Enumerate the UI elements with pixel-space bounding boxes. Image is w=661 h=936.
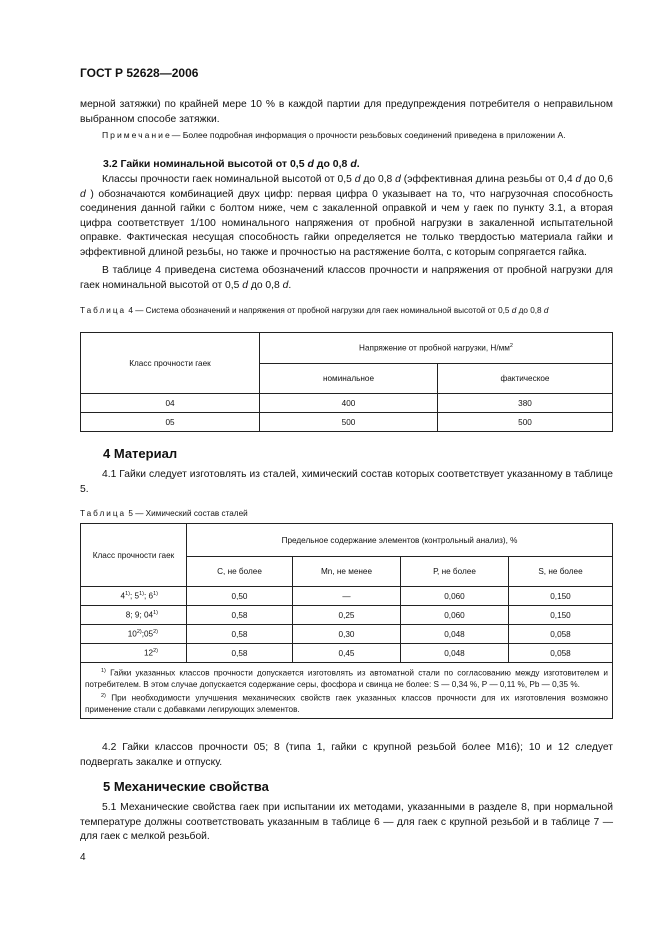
caption-label: Таблица [80, 306, 127, 315]
header-content: Предельное содержание элементов (контрольный анализ), % [187, 524, 613, 557]
cell-s: 0,150 [509, 606, 613, 625]
class-part: ; 5 [130, 591, 140, 601]
cell-s: 0,058 [509, 625, 613, 644]
cell-class [81, 644, 187, 663]
cell-class [81, 625, 187, 644]
table-row [81, 606, 613, 625]
footnote-ref: 1) [153, 591, 158, 598]
heading-part: . [356, 158, 360, 170]
text-run: В таблице 4 приведена система обозначений классов прочности и напряжения от пробной нагрузки для гаек номинальной высотой от 0,5 [80, 265, 613, 291]
header-class [81, 333, 260, 394]
text-run: ) обозначаются комбинацией двух цифр: первая цифра 0 указывает на то, что нагрузочная способность соединения данной гайки с болтом ниже, чем с закаленной оправкой и чем у гаек по пункту 3.1, а вторая цифра соответствует 1/100 номинального напряжения от пробной нагрузки в закаленной испытательной оправке. Фактическая несущая способность гайки определяется не только твердостью материала гайки и эффективной длиной резьбы, но также и прочностью на растяжение болта, с которым сопрягается гайка. [80, 188, 613, 258]
table-4-caption [80, 305, 613, 317]
footnote-ref: 1) [125, 591, 130, 598]
footnote-mark: 2) [101, 692, 106, 699]
cell-p: 0,048 [401, 644, 509, 663]
class-part: 12 [144, 648, 154, 658]
cell-s: 0,150 [509, 587, 613, 606]
header-stress [260, 333, 613, 364]
cell-nominal: 400 [260, 394, 438, 413]
text-run: до 0,8 [247, 279, 283, 291]
section-3-2-paragraph-1 [80, 173, 613, 261]
text-d: d [80, 188, 86, 200]
footnote-ref: 1) [153, 610, 158, 617]
section-4-heading: 4 Материал [103, 446, 178, 461]
table-row [81, 413, 613, 432]
table-row [81, 394, 613, 413]
heading-d: d [350, 158, 357, 170]
table-footnotes [81, 663, 613, 719]
cell-mn: 0,25 [293, 606, 401, 625]
section-5-heading: 5 Механические свойства [103, 779, 269, 794]
section-3-2-paragraph-2 [80, 264, 613, 293]
class-part: ; 6 [144, 591, 154, 601]
cell-nominal: 500 [260, 413, 438, 432]
cell-class: 04 [81, 394, 260, 413]
document-header: ГОСТ Р 52628—2006 [80, 66, 199, 80]
caption-label: Таблица [80, 509, 127, 518]
footnote-text: Гайки указанных классов прочности допускается изготовлять из автоматной стали по согласованию между изготовителем и потребителем. В этом случае допускается содержание серы, фосфора и свинца не более: S — 0,34 %, Р — 0,11 %, Pb — 0,35 %. [85, 668, 608, 690]
cell-c: 0,58 [187, 644, 293, 663]
header-actual: фактическое [438, 364, 613, 394]
header-p: Р, не более [401, 557, 509, 587]
text-run: до 0,6 [581, 174, 613, 185]
section-4-2-paragraph: 4.2 Гайки классов прочности 05; 8 (типа 1, гайки с крупной резьбой более М16); 10 и 12 следует подвергать закалке и отпуску. [80, 742, 613, 768]
footnote-mark: 1) [101, 668, 106, 674]
cell-actual: 380 [438, 394, 613, 413]
footnote-ref: 1) [139, 591, 144, 598]
text-d: d [354, 174, 361, 185]
table-4 [80, 332, 613, 432]
footnote-ref: 2) [153, 629, 158, 636]
text-run: . [288, 279, 292, 291]
text-d: d [282, 279, 289, 291]
header-nominal: номинальное [260, 364, 438, 394]
cell-mn: 0,30 [293, 625, 401, 644]
footnote-text: При необходимости улучшения механических свойств гаек указанных классов прочности для их изготовления возможно применение стали с добавками легирующих элементов. [85, 693, 608, 714]
caption-text: 4 — Система обозначений и напряжения от пробной нагрузки для гаек номинальной высотой от 0,5 [126, 306, 512, 315]
class-part: ;05 [141, 629, 154, 639]
footnote-1 [85, 666, 608, 691]
continued-paragraph: мерной затяжки) по крайней мере 10 % в каждой партии для предупреждения потребителя о неправильном выбранном способе затяжки. [80, 99, 613, 125]
cell-mn: — [293, 587, 401, 606]
header-text: Напряжение от пробной нагрузки, Н/мм [359, 343, 510, 353]
table-5-caption [80, 508, 613, 520]
note-paragraph [80, 129, 613, 142]
cell-p: 0,060 [401, 587, 509, 606]
header-mn: Mn, не менее [293, 557, 401, 587]
header-sup: 2 [509, 343, 513, 350]
caption-d: d [543, 306, 549, 315]
caption-d: d [511, 306, 517, 315]
heading-part: 3.2 Гайки номинальной высотой от 0,5 [103, 158, 308, 170]
header-text: Класс прочности гаек [129, 358, 211, 368]
cell-c: 0,58 [187, 606, 293, 625]
cell-actual: 500 [438, 413, 613, 432]
text-d: d [242, 279, 248, 291]
header-c: С, не более [187, 557, 293, 587]
heading-part: до 0,8 [313, 158, 351, 170]
header-s: S, не более [509, 557, 613, 587]
cell-c: 0,50 [187, 587, 293, 606]
header-class: Класс прочности гаек [81, 524, 187, 587]
text-d: d [395, 174, 401, 185]
cell-mn: 0,45 [293, 644, 401, 663]
text-run: до 0,8 [360, 174, 396, 185]
cell-c: 0,58 [187, 625, 293, 644]
section-5-1-paragraph: 5.1 Механические свойства гаек при испытании их методами, указанными в разделе 8, при нормальной температуре должны соответствовать указанным в таблице 6 — для гаек с крупной резьбой и в таблице 7 — для гаек с мелкой резьбой. [80, 802, 613, 843]
table-row [81, 587, 613, 606]
footnote-2 [85, 691, 608, 716]
cell-class: 05 [81, 413, 260, 432]
footnotes-cell [81, 663, 613, 719]
section-4-1-paragraph: 4.1 Гайки следует изготовлять из сталей, химический состав которых соответствует указанному в таблице 5. [80, 469, 613, 495]
class-part: 8; 9; 04 [125, 610, 154, 620]
table-5 [80, 523, 613, 719]
note-text: — Более подробная информация о прочности резьбовых соединений приведена в приложении А. [171, 130, 566, 140]
footnote-ref: 2) [153, 648, 158, 655]
caption-text: 5 — Химический состав сталей [126, 509, 248, 518]
caption-text: до 0,8 [516, 306, 544, 315]
class-part: 4 [120, 591, 126, 601]
footnote-ref: 2) [136, 629, 142, 636]
text-run: (эффективная длина резьбы от 0,4 [400, 174, 576, 185]
page-number: 4 [80, 852, 86, 863]
cell-p: 0,048 [401, 625, 509, 644]
cell-s: 0,058 [509, 644, 613, 663]
heading-d: d [307, 158, 314, 170]
text-d: d [575, 174, 582, 185]
note-label: Примечание [102, 130, 172, 140]
table-row [81, 644, 613, 663]
text-run: Классы прочности гаек номинальной высотой от 0,5 [102, 174, 355, 185]
class-part: 10 [127, 629, 137, 639]
section-3-2-heading [103, 158, 360, 170]
cell-class [81, 587, 187, 606]
cell-class [81, 606, 187, 625]
cell-p: 0,060 [401, 606, 509, 625]
table-row [81, 625, 613, 644]
